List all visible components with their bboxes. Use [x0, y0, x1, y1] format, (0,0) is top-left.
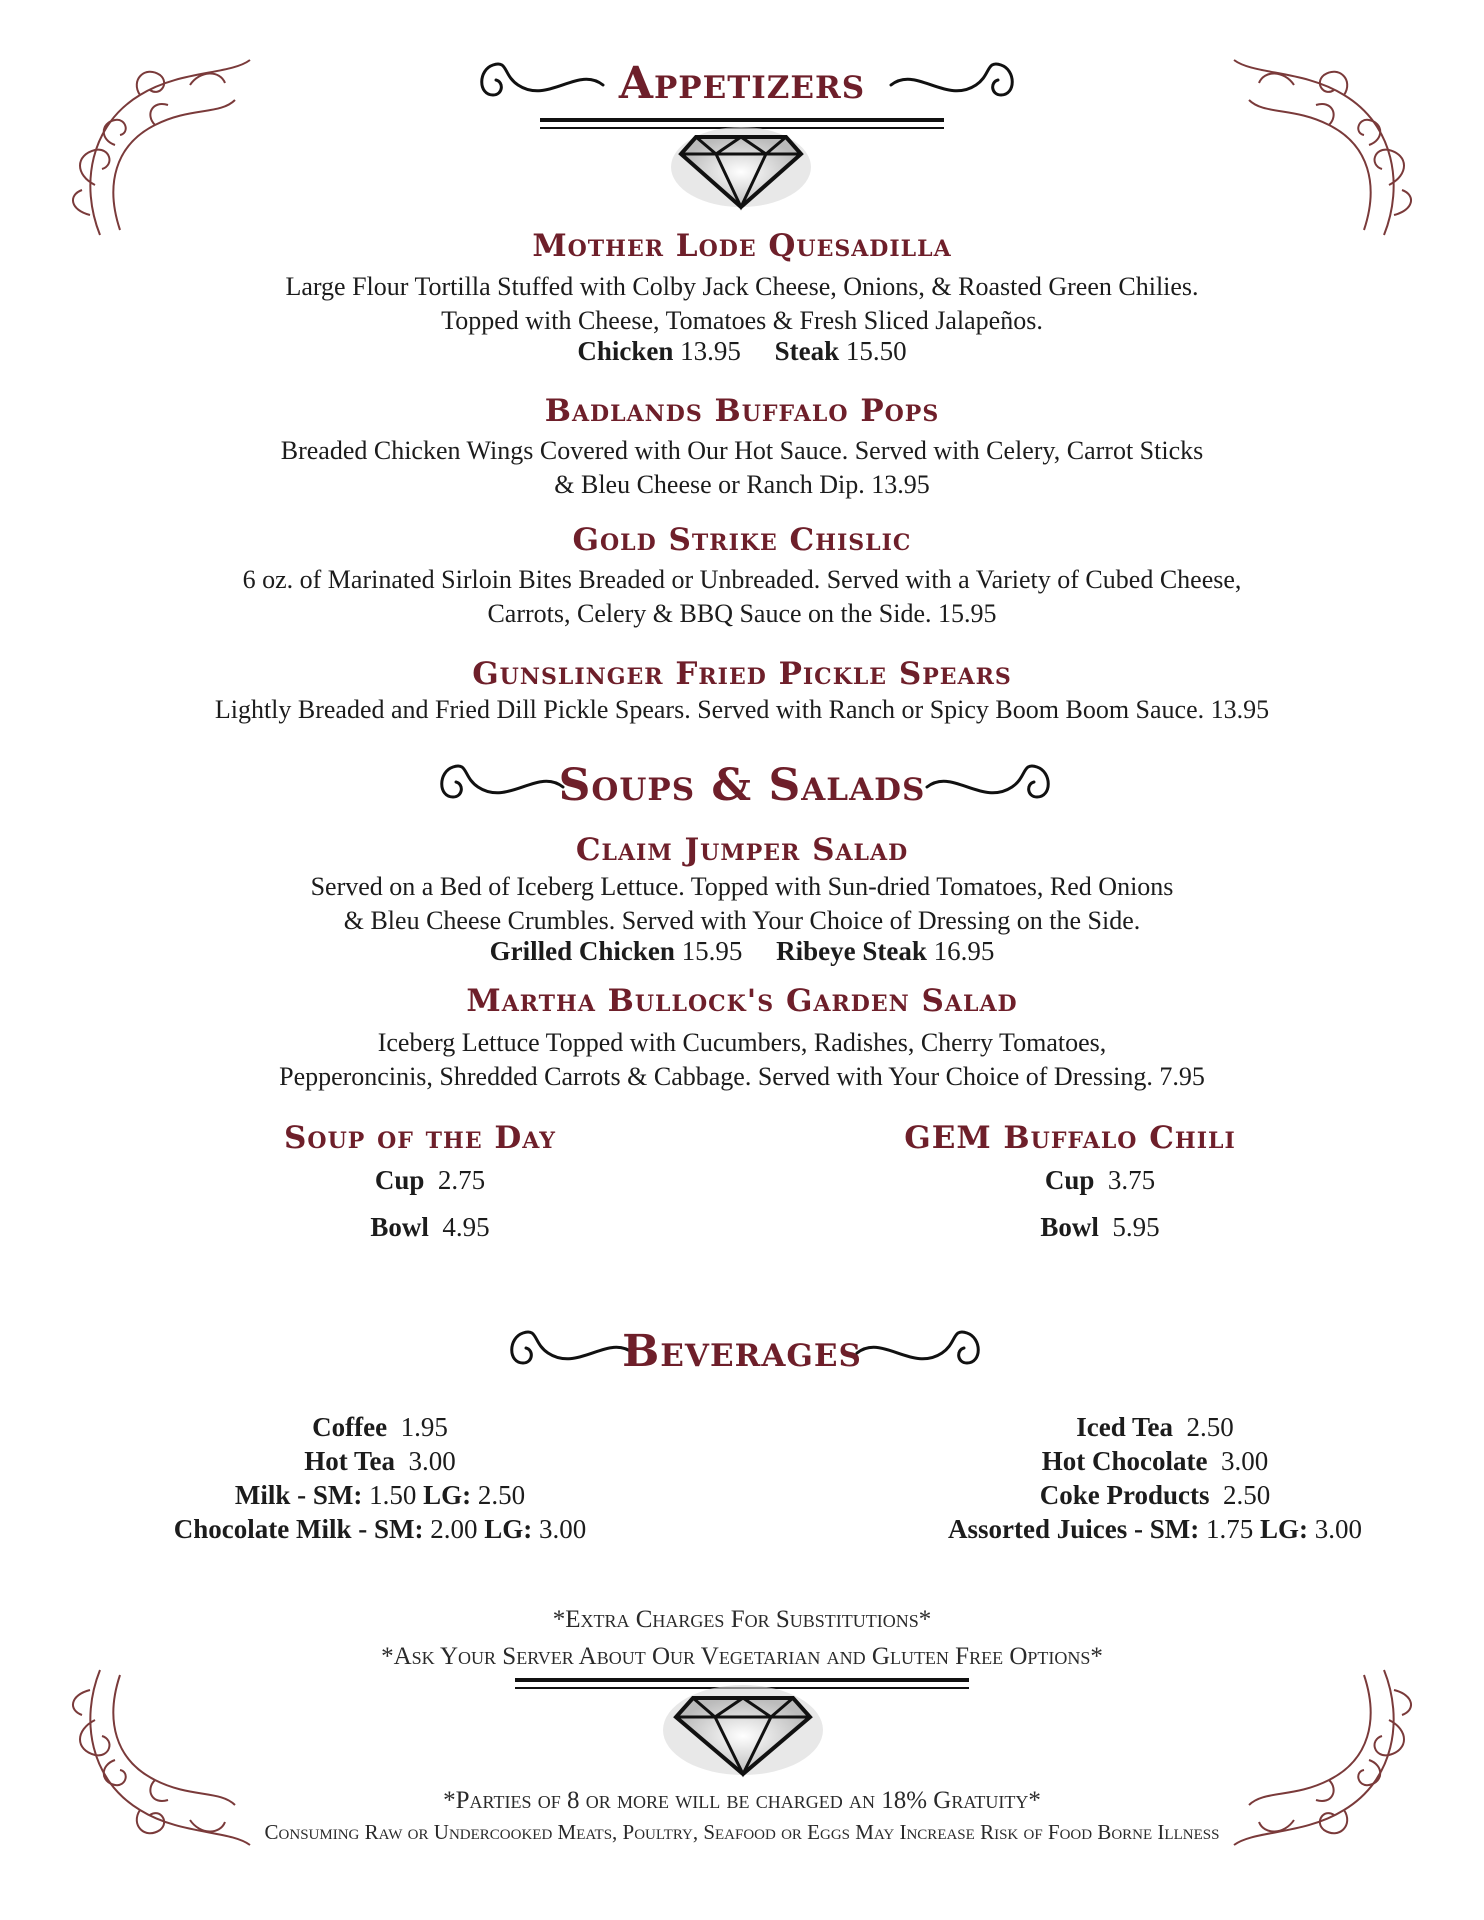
item-desc-chislic-1: 6 oz. of Marinated Sirloin Bites Breaded or Unbreaded. Served with a Variety of Cubed Cheese,: [242, 565, 1242, 594]
size-price: 4.95: [442, 1212, 490, 1242]
item-desc-garden-salad-2: Pepperoncinis, Shredded Carrots & Cabbage. Served with Your Choice of Dressing. 7.95: [279, 1062, 1205, 1091]
item-desc-buffalo-pops-1: Breaded Chicken Wings Covered with Our Hot Sauce. Served with Celery, Carrot Sticks: [280, 436, 1204, 465]
size-label: Bowl: [1040, 1212, 1099, 1242]
option-label: Steak: [774, 336, 840, 366]
swirl-right-beverages: [852, 1328, 992, 1378]
beverages-left-column: [130, 1410, 630, 1546]
size-label: Bowl: [370, 1212, 429, 1242]
beverage-item: Assorted Juices - SM: 1.75 LG: 3.00: [948, 1514, 1362, 1544]
item-desc-chislic-2: Carrots, Celery & BBQ Sauce on the Side. 15.95: [487, 599, 997, 628]
beverage-item: Milk - SM: 1.50 LG: 2.50: [234, 1480, 526, 1510]
item-prices-quesadilla: [0, 336, 1484, 367]
option-price: 13.95: [680, 336, 741, 366]
item-desc-quesadilla-1: Large Flour Tortilla Stuffed with Colby Jack Cheese, Onions, & Roasted Green Chilies.: [285, 272, 1199, 301]
note-substitutions: *Extra Charges For Substitutions*: [552, 1606, 932, 1633]
soup-of-the-day-title: Soup of the Day: [284, 1120, 556, 1156]
size-price: 5.95: [1112, 1212, 1160, 1242]
note-gratuity: *Parties of 8 or more will be charged an 18% Gratuity*: [443, 1787, 1041, 1814]
option-price: 15.95: [681, 936, 743, 966]
beverage-item: Coffee 1.95: [312, 1412, 448, 1442]
item-title-garden-salad: Martha Bullock's Garden Salad: [466, 983, 1018, 1019]
item-title-buffalo-pops: Badlands Buffalo Pops: [544, 393, 940, 429]
item-prices-claim-jumper: [0, 936, 1484, 967]
beverage-item: Iced Tea 2.50: [1076, 1412, 1234, 1442]
item-desc-buffalo-pops-2: & Bleu Cheese or Ranch Dip. 13.95: [554, 470, 930, 499]
soup-bowl: [230, 1212, 630, 1243]
item-desc-garden-salad-1: Iceberg Lettuce Topped with Cucumbers, Radishes, Cherry Tomatoes,: [377, 1028, 1107, 1057]
option-label: Grilled Chicken: [489, 936, 675, 966]
beverage-item: Hot Chocolate 3.00: [1041, 1446, 1269, 1476]
size-label: Cup: [374, 1165, 425, 1195]
option-label: Chicken: [577, 336, 674, 366]
item-title-chislic: Gold Strike Chislic: [572, 522, 912, 558]
size-price: 2.75: [437, 1165, 486, 1195]
chili-cup: [900, 1165, 1300, 1196]
beverages-right-column: [895, 1410, 1415, 1546]
item-desc-claim-jumper-2: & Bleu Cheese Crumbles. Served with Your Choice of Dressing on the Side.: [343, 906, 1141, 935]
option-price: 16.95: [933, 936, 995, 966]
item-title-pickle-spears: Gunslinger Fried Pickle Spears: [472, 656, 1012, 692]
swirl-right-soups: [922, 762, 1062, 812]
appetizers-heading: Appetizers: [618, 58, 866, 109]
item-desc-claim-jumper-1: Served on a Bed of Iceberg Lettuce. Topped with Sun-dried Tomatoes, Red Onions: [310, 872, 1174, 901]
item-title-quesadilla: Mother Lode Quesadilla: [532, 228, 952, 264]
beverage-item: Coke Products 2.50: [1039, 1480, 1271, 1510]
beverages-heading: Beverages: [622, 1326, 862, 1377]
size-price: 3.75: [1107, 1165, 1156, 1195]
item-desc-pickle-spears: Lightly Breaded and Fried Dill Pickle Spears. Served with Ranch or Spicy Boom Boom Sauce. 13.95: [214, 695, 1270, 724]
chili-bowl: [900, 1212, 1300, 1243]
option-price: 15.50: [845, 336, 907, 366]
size-label: Cup: [1044, 1165, 1095, 1195]
item-title-claim-jumper: Claim Jumper Salad: [575, 832, 909, 868]
item-desc-quesadilla-2: Topped with Cheese, Tomatoes & Fresh Sliced Jalapeños.: [441, 306, 1043, 335]
beverage-item: Hot Tea 3.00: [304, 1446, 456, 1476]
beverage-item: Chocolate Milk - SM: 2.00 LG: 3.00: [173, 1514, 587, 1544]
buffalo-chili-title: GEM Buffalo Chili: [904, 1120, 1236, 1156]
diamond-icon-top: [666, 112, 816, 212]
note-options: *Ask Your Server About Our Vegetarian and Gluten Free Options*: [381, 1643, 1103, 1670]
diamond-icon-bottom: [658, 1670, 828, 1780]
note-food-warning: Consuming Raw or Undercooked Meats, Poultry, Seafood or Eggs May Increase Risk of Food Borne Illness: [264, 1820, 1220, 1844]
soups-salads-heading: Soups & Salads: [558, 760, 926, 811]
soup-cup: [230, 1165, 630, 1196]
swirl-right-appetizers: [886, 60, 1026, 110]
option-label: Ribeye Steak: [776, 936, 927, 966]
